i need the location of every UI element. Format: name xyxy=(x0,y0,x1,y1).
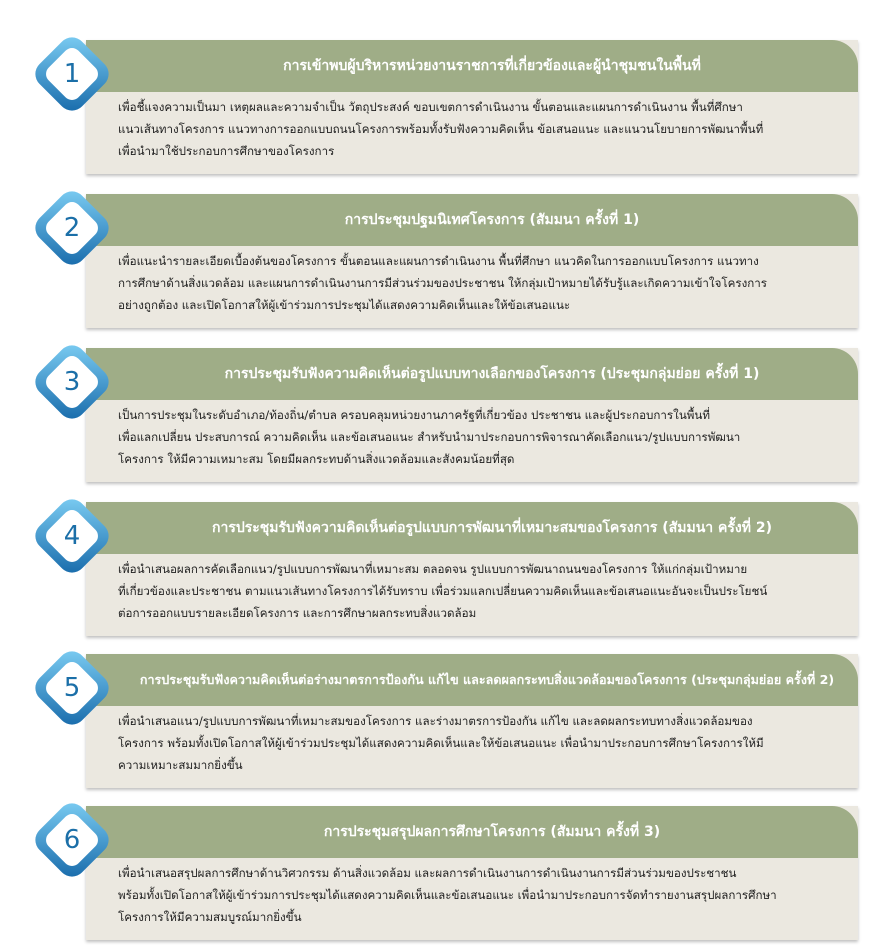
description-line: เป็นการประชุมในระดับอำเภอ/ท้องถิ่น/ตำบล ครอบคลุมหน่วยงานภาครัฐที่เกี่ยวข้อง ประชาชน และผู้ประกอบการในพื้นที่ xyxy=(118,408,710,422)
step-number-badge xyxy=(24,792,120,888)
step-title: การเข้าพบผู้บริหารหน่วยงานราชการที่เกี่ยวข้องและผู้นำชุมชนในพื้นที่ xyxy=(86,40,858,92)
step-number: 2 xyxy=(63,213,81,243)
description-line: โครงการ พร้อมทั้งเปิดโอกาสให้ผู้เข้าร่วมประชุมได้แสดงความคิดเห็นและให้ข้อเสนอแนะ เพื่อนำมาประกอบการศึกษาโครงการให้มี xyxy=(118,736,764,750)
step-number: 4 xyxy=(63,521,81,551)
step-description xyxy=(118,96,848,162)
description-line: พร้อมทั้งเปิดโอกาสให้ผู้เข้าร่วมการประชุมได้แสดงความคิดเห็นและข้อเสนอแนะ เพื่อนำมาประกอบการจัดทำรายงานสรุปผลการศึกษา xyxy=(118,888,777,902)
step-number-badge xyxy=(24,488,120,584)
step-description xyxy=(118,404,848,470)
step-1 xyxy=(0,8,890,158)
description-line: เพื่อแนะนำรายละเอียดเบื้องต้นของโครงการ ขั้นตอนและแผนการดำเนินงาน พื้นที่ศึกษา แนวคิดในการออกแบบโครงการ แนวทาง xyxy=(118,254,759,268)
step-number: 5 xyxy=(63,673,81,703)
step-4 xyxy=(0,470,890,620)
step-title: การประชุมปฐมนิเทศโครงการ (สัมมนา ครั้งที่ 1) xyxy=(86,194,858,246)
description-line: เพื่อแลกเปลี่ยน ประสบการณ์ ความคิดเห็น และข้อเสนอแนะ สำหรับนำมาประกอบการพิจารณาคัดเลือกแนว/รูปแบบการพัฒนา xyxy=(118,430,741,444)
step-5 xyxy=(0,622,890,772)
step-3 xyxy=(0,316,890,466)
step-description xyxy=(118,862,848,928)
step-title: การประชุมรับฟังความคิดเห็นต่อรูปแบบทางเลือกของโครงการ (ประชุมกลุ่มย่อย ครั้งที่ 1) xyxy=(86,348,858,400)
step-description xyxy=(118,710,848,776)
description-line: เพื่อนำเสนอแนว/รูปแบบการพัฒนาที่เหมาะสมของโครงการ และร่างมาตรการป้องกัน แก้ไข และลดผลกระทบทางสิ่งแวดล้อมของ xyxy=(118,714,753,728)
step-number-badge xyxy=(24,334,120,430)
description-line: เพื่อนำเสนอผลการคัดเลือกแนว/รูปแบบการพัฒนาที่เหมาะสม ตลอดจน รูปแบบการพัฒนาถนนของโครงการ ให้แก่กลุ่มเป้าหมาย xyxy=(118,562,748,576)
description-line: โครงการ ให้มีความเหมาะสม โดยมีผลกระทบด้านสิ่งแวดล้อมและสังคมน้อยที่สุด xyxy=(118,452,515,466)
description-line: ที่เกี่ยวข้องและประชาชน ตามแนวเส้นทางโครงการได้รับทราบ เพื่อร่วมแลกเปลี่ยนความคิดเห็นและข้อเสนอแนะอันจะเป็นประโยชน์ xyxy=(118,584,768,598)
description-line: การศึกษาด้านสิ่งแวดล้อม และแผนการดำเนินงานการมีส่วนร่วมของประชาชน ให้กลุ่มเป้าหมายได้รับรู้และเกิดความเข้าใจโครงการ xyxy=(118,276,767,290)
step-title: การประชุมรับฟังความคิดเห็นต่อรูปแบบการพัฒนาที่เหมาะสมของโครงการ (สัมมนา ครั้งที่ 2) xyxy=(86,502,858,554)
step-number: 3 xyxy=(63,367,81,397)
step-title: การประชุมสรุปผลการศึกษาโครงการ (สัมมนา ครั้งที่ 3) xyxy=(86,806,858,858)
step-6 xyxy=(0,774,890,924)
step-description xyxy=(118,250,848,316)
description-line: อย่างถูกต้อง และเปิดโอกาสให้ผู้เข้าร่วมการประชุมได้แสดงความคิดเห็นและให้ข้อเสนอแนะ xyxy=(118,298,571,312)
description-line: โครงการให้มีความสมบูรณ์มากยิ่งขึ้น xyxy=(118,910,302,924)
step-number-badge xyxy=(24,180,120,276)
step-2 xyxy=(0,162,890,312)
step-number: 1 xyxy=(63,59,81,89)
step-description xyxy=(118,558,848,624)
description-line: เพื่อชี้แจงความเป็นมา เหตุผลและความจำเป็น วัตถุประสงค์ ขอบเขตการดำเนินงาน ขั้นตอนและแผนการดำเนินงาน พื้นที่ศึกษา xyxy=(118,100,743,114)
step-number-badge xyxy=(24,26,120,122)
description-line: แนวเส้นทางโครงการ แนวทางการออกแบบถนนโครงการพร้อมทั้งรับฟังความคิดเห็น ข้อเสนอแนะ และแนวนโยบายการพัฒนาพื้นที่ xyxy=(118,122,764,136)
description-line: เพื่อนำเสนอสรุปผลการศึกษาด้านวิศวกรรม ด้านสิ่งแวดล้อม และผลการดำเนินงานการดำเนินงานการมีส่วนร่วมของประชาชน xyxy=(118,866,737,880)
step-number: 6 xyxy=(63,825,81,855)
step-title: การประชุมรับฟังความคิดเห็นต่อร่างมาตรการป้องกัน แก้ไข และลดผลกระทบสิ่งแวดล้อมของโครงการ (ประชุมกลุ่มย่อย ครั้งที่ 2) xyxy=(86,654,858,706)
description-line: ต่อการออกแบบรายละเอียดโครงการ และการศึกษาผลกระทบสิ่งแวดล้อม xyxy=(118,606,477,620)
description-line: เพื่อนำมาใช้ประกอบการศึกษาของโครงการ xyxy=(118,144,335,158)
description-line: ความเหมาะสมมากยิ่งขึ้น xyxy=(118,758,243,772)
step-number-badge xyxy=(24,640,120,736)
